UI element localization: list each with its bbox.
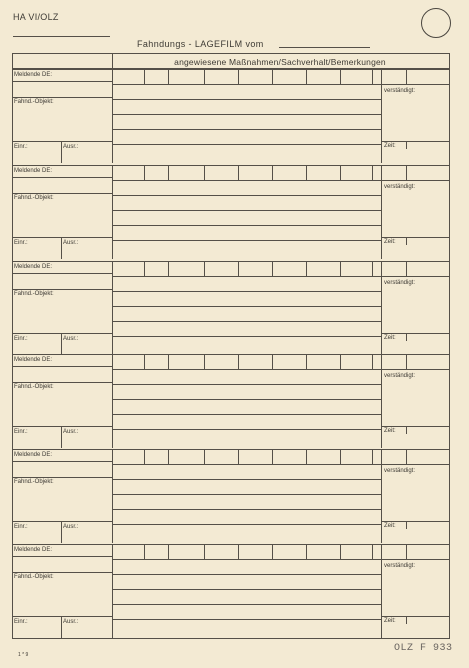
block-2-cell-divider	[406, 261, 407, 276]
block-0-top-line	[12, 69, 449, 70]
meldende-label: Meldende DE:	[14, 264, 53, 270]
block-2-einr-rule	[12, 333, 112, 334]
block-1-top-line	[12, 165, 449, 166]
block-0-writing-line	[112, 114, 381, 115]
ausr-label: Ausr.:	[63, 240, 79, 246]
block-0-cell-divider	[406, 69, 407, 84]
block-4-cell-divider	[204, 449, 205, 464]
meldende-label: Meldende DE:	[14, 168, 53, 174]
unit-underline	[13, 36, 110, 37]
block-2-writing-line	[112, 321, 381, 322]
frame-right-line	[449, 53, 450, 638]
fahnd-objekt-label: Fahnd.-Objekt:	[14, 99, 54, 105]
einr-label: Einr.:	[14, 429, 28, 435]
form-title: Fahndungs - LAGEFILM vom	[137, 39, 264, 49]
fahnd-objekt-label: Fahnd.-Objekt:	[14, 479, 54, 485]
block-0-top-cells-rule	[112, 84, 449, 85]
block-0-writing-line	[112, 99, 381, 100]
print-code: 1 * 9	[18, 652, 29, 658]
meldende-label: Meldende DE:	[14, 452, 53, 458]
block-5-zeit-tick	[406, 616, 407, 624]
block-0-writing-line	[112, 129, 381, 130]
block-1-meldende-rule	[12, 177, 112, 178]
block-1-zeit-rule	[381, 237, 449, 238]
block-2-cell-divider	[340, 261, 341, 276]
block-1-cell-divider	[306, 165, 307, 180]
block-1-cell-divider	[406, 165, 407, 180]
block-4-cell-divider	[272, 449, 273, 464]
block-2-top-cells-rule	[112, 276, 449, 277]
block-5-top-cells-rule	[112, 559, 449, 560]
block-2-writing-line	[112, 306, 381, 307]
block-5-cell-divider	[238, 544, 239, 559]
block-5-writing-line	[112, 604, 381, 605]
block-3-cell-divider	[204, 354, 205, 369]
zeit-label: Zeit:	[384, 143, 396, 149]
block-0-writing-line	[112, 144, 381, 145]
block-3-einr-divider	[61, 426, 62, 448]
block-3-cell-divider	[168, 354, 169, 369]
fahnd-objekt-label: Fahnd.-Objekt:	[14, 195, 54, 201]
block-4-objekt-rule	[12, 477, 112, 478]
form-number-stamp: OLZ F 933	[394, 643, 453, 654]
block-1-einr-rule	[12, 237, 112, 238]
block-3-cell-divider	[238, 354, 239, 369]
block-0-cell-divider	[372, 69, 373, 84]
block-3-einr-rule	[12, 426, 112, 427]
block-1-cell-divider	[340, 165, 341, 180]
punch-circle	[421, 8, 451, 38]
block-4-top-cells-rule	[112, 464, 449, 465]
block-4-writing-line	[112, 524, 381, 525]
ausr-label: Ausr.:	[63, 524, 79, 530]
fahnd-objekt-label: Fahnd.-Objekt:	[14, 384, 54, 390]
block-3-cell-divider	[340, 354, 341, 369]
block-1-cell-divider	[272, 165, 273, 180]
einr-label: Einr.:	[14, 619, 28, 625]
block-4-cell-divider	[306, 449, 307, 464]
block-4-cell-divider	[340, 449, 341, 464]
zeit-label: Zeit:	[384, 335, 396, 341]
block-5-cell-divider	[306, 544, 307, 559]
block-3-cell-divider	[372, 354, 373, 369]
zeit-label: Zeit:	[384, 239, 396, 245]
verstaendigt-label: verständigt:	[384, 88, 416, 94]
block-3-meldende-rule	[12, 366, 112, 367]
block-3-writing-line	[112, 399, 381, 400]
block-3-zeit-tick	[406, 426, 407, 434]
verstaendigt-label: verständigt:	[384, 373, 416, 379]
verstaendigt-label: verständigt:	[384, 184, 416, 190]
block-0-zeit-rule	[381, 141, 449, 142]
block-5-top-line	[12, 544, 449, 545]
block-3-zeit-rule	[381, 426, 449, 427]
block-1-cell-divider	[204, 165, 205, 180]
block-1-cell-divider	[238, 165, 239, 180]
block-2-zeit-rule	[381, 333, 449, 334]
einr-label: Einr.:	[14, 336, 28, 342]
block-4-cell-divider	[372, 449, 373, 464]
ausr-label: Ausr.:	[63, 429, 79, 435]
block-3-cell-divider	[306, 354, 307, 369]
block-1-writing-line	[112, 240, 381, 241]
block-4-zeit-rule	[381, 521, 449, 522]
block-1-cell-divider	[168, 165, 169, 180]
block-4-meldende-rule	[12, 461, 112, 462]
block-2-cell-divider	[204, 261, 205, 276]
block-5-einr-rule	[12, 616, 112, 617]
block-2-cell-divider	[272, 261, 273, 276]
block-5-writing-line	[112, 574, 381, 575]
block-4-writing-line	[112, 509, 381, 510]
block-4-einr-divider	[61, 521, 62, 543]
block-5-cell-divider	[204, 544, 205, 559]
verstaendigt-label: verständigt:	[384, 468, 416, 474]
block-1-writing-line	[112, 195, 381, 196]
block-0-cell-divider	[272, 69, 273, 84]
block-4-zeit-tick	[406, 521, 407, 529]
einr-label: Einr.:	[14, 240, 28, 246]
block-3-writing-line	[112, 429, 381, 430]
meldende-label: Meldende DE:	[14, 547, 53, 553]
block-3-writing-line	[112, 384, 381, 385]
block-4-cell-divider	[144, 449, 145, 464]
block-1-writing-line	[112, 225, 381, 226]
block-2-writing-line	[112, 291, 381, 292]
block-0-einr-rule	[12, 141, 112, 142]
zeit-label: Zeit:	[384, 618, 396, 624]
block-1-cell-divider	[372, 165, 373, 180]
block-5-meldende-rule	[12, 556, 112, 557]
date-entry-line[interactable]	[279, 47, 370, 48]
block-5-cell-divider	[144, 544, 145, 559]
block-3-writing-line	[112, 414, 381, 415]
ausr-label: Ausr.:	[63, 619, 79, 625]
fahnd-objekt-label: Fahnd.-Objekt:	[14, 291, 54, 297]
block-0-cell-divider	[238, 69, 239, 84]
meldende-label: Meldende DE:	[14, 72, 53, 78]
block-0-objekt-rule	[12, 97, 112, 98]
block-4-writing-line	[112, 479, 381, 480]
block-0-cell-divider	[204, 69, 205, 84]
block-5-writing-line	[112, 619, 381, 620]
block-5-zeit-rule	[381, 616, 449, 617]
block-5-objekt-rule	[12, 572, 112, 573]
block-2-writing-line	[112, 336, 381, 337]
header-col-divider	[112, 53, 113, 69]
block-2-cell-divider	[372, 261, 373, 276]
block-1-writing-line	[112, 210, 381, 211]
block-3-cell-divider	[272, 354, 273, 369]
block-0-einr-divider	[61, 141, 62, 163]
block-3-objekt-rule	[12, 382, 112, 383]
block-0-meldende-rule	[12, 81, 112, 82]
block-3-cell-divider	[406, 354, 407, 369]
block-0-cell-divider	[306, 69, 307, 84]
block-4-top-line	[12, 449, 449, 450]
measures-column-header: angewiesene Maßnahmen/Sachverhalt/Bemerkungen	[174, 57, 386, 67]
block-0-zeit-tick	[406, 141, 407, 149]
block-2-cell-divider	[238, 261, 239, 276]
block-4-cell-divider	[168, 449, 169, 464]
block-5-cell-divider	[406, 544, 407, 559]
block-0-cell-divider	[168, 69, 169, 84]
block-1-top-cells-rule	[112, 180, 449, 181]
block-4-cell-divider	[238, 449, 239, 464]
block-2-zeit-tick	[406, 333, 407, 341]
block-0-cell-divider	[340, 69, 341, 84]
einr-label: Einr.:	[14, 524, 28, 530]
fahnd-objekt-label: Fahnd.-Objekt:	[14, 574, 54, 580]
frame-top-line	[12, 53, 449, 54]
block-2-top-line	[12, 261, 449, 262]
unit-designation: HA VI/OLZ	[13, 12, 59, 22]
block-5-einr-divider	[61, 616, 62, 638]
block-5-writing-line	[112, 589, 381, 590]
block-3-top-line	[12, 354, 449, 355]
zeit-label: Zeit:	[384, 523, 396, 529]
block-3-top-cells-rule	[112, 369, 449, 370]
block-2-cell-divider	[144, 261, 145, 276]
block-3-cell-divider	[144, 354, 145, 369]
block-2-meldende-rule	[12, 273, 112, 274]
block-5-cell-divider	[168, 544, 169, 559]
zeit-label: Zeit:	[384, 428, 396, 434]
block-4-einr-rule	[12, 521, 112, 522]
block-1-einr-divider	[61, 237, 62, 259]
block-0-cell-divider	[144, 69, 145, 84]
block-5-cell-divider	[272, 544, 273, 559]
verstaendigt-label: verständigt:	[384, 563, 416, 569]
block-5-cell-divider	[340, 544, 341, 559]
block-1-objekt-rule	[12, 193, 112, 194]
verstaendigt-label: verständigt:	[384, 280, 416, 286]
block-2-cell-divider	[168, 261, 169, 276]
meldende-label: Meldende DE:	[14, 357, 53, 363]
ausr-label: Ausr.:	[63, 144, 79, 150]
block-5-cell-divider	[372, 544, 373, 559]
block-2-einr-divider	[61, 333, 62, 355]
block-4-writing-line	[112, 494, 381, 495]
block-2-cell-divider	[306, 261, 307, 276]
block-4-cell-divider	[406, 449, 407, 464]
block-1-cell-divider	[144, 165, 145, 180]
block-2-objekt-rule	[12, 289, 112, 290]
block-1-zeit-tick	[406, 237, 407, 245]
ausr-label: Ausr.:	[63, 336, 79, 342]
einr-label: Einr.:	[14, 144, 28, 150]
frame-bottom-line	[12, 638, 450, 639]
